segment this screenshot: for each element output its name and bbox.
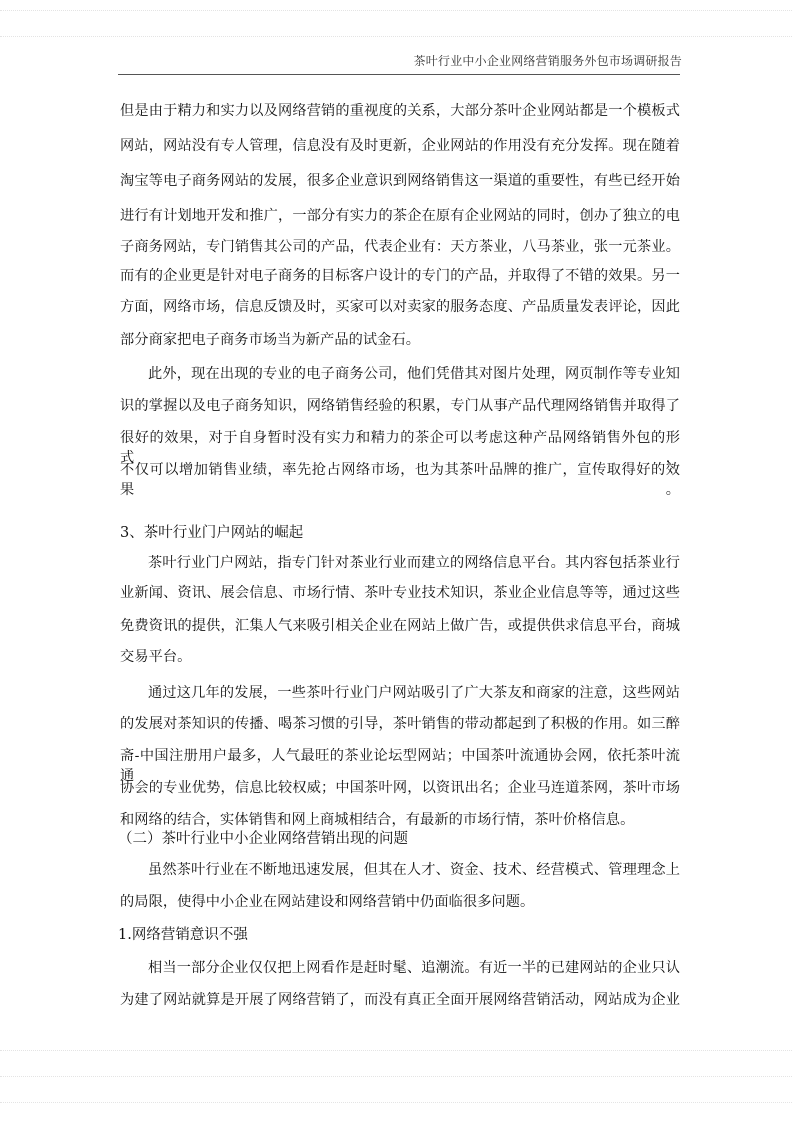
paragraph-line: 相当一部分企业仅仅把上网看作是赶时髦、追潮流。有近一半的已建网站的企业只认: [148, 960, 680, 976]
header-rule: [118, 74, 680, 75]
paragraph-line: 协会的专业优势，信息比较权威；中国茶叶网，以资讯出名；企业马连道茶网，茶叶市场: [120, 780, 680, 796]
paragraph-line: 方面，网络市场，信息反馈及时，买家可以对卖家的服务态度、产品质量发表评论，因此: [120, 299, 680, 315]
paragraph-line: 免费资讯的提供，汇集人气来吸引相关企业在网站上做广告，或提供供求信息平台，商城: [120, 618, 680, 634]
guide-line: [0, 10, 792, 11]
guide-line: [0, 1102, 792, 1103]
subsection-heading: 1.网络营销意识不强: [118, 927, 248, 943]
paragraph-line: 而有的企业更是针对电子商务的目标客户设计的专门的产品，并取得了不错的效果。另一: [120, 268, 680, 284]
paragraph-line: 不仅可以增加销售业绩，率先抢占网络市场，也为其茶叶品牌的推广，宣传取得好的效果。: [120, 462, 680, 498]
paragraph-line: 识的掌握以及电子商务知识，网络销售经验的积累，专门从事产品代理网络销售并取得了: [120, 398, 680, 414]
paragraph-line: 茶叶行业门户网站，指专门针对茶业行业而建立的网络信息平台。其内容包括茶业行: [148, 555, 680, 571]
paragraph-line: 的局限，使得中小企业在网站建设和网络营销中仍面临很多问题。: [120, 894, 535, 910]
guide-line: [0, 36, 792, 37]
paragraph-line: 进行有计划地开发和推广，一部分有实力的茶企在原有企业网站的同时，创办了独立的电: [120, 208, 680, 224]
paragraph-line: 业新闻、资讯、展会信息、市场行情、茶叶专业技术知识，茶业企业信息等等，通过这些: [120, 585, 680, 601]
paragraph-line: 为建了网站就算是开展了网络营销了，而没有真正全面开展网络营销活动，网站成为企业: [120, 992, 680, 1008]
page-header-title: 茶叶行业中小企业网络营销服务外包市场调研报告: [413, 54, 682, 68]
paragraph-line: 虽然茶叶行业在不断地迅速发展，但其在人才、资金、技术、经营模式、管理理念上: [148, 862, 680, 878]
guide-line: [0, 1050, 792, 1051]
section-heading: （二）茶叶行业中小企业网络营销出现的问题: [118, 831, 408, 847]
paragraph-line: 的发展对茶知识的传播、喝茶习惯的引导，茶叶销售的带动都起到了积极的作用。如三醉: [120, 716, 680, 732]
guide-line: [0, 1076, 792, 1077]
paragraph-line: 和网络的结合，实体销售和网上商城相结合，有最新的市场行情，茶叶价格信息。: [120, 812, 635, 828]
paragraph-line: 部分商家把电子商务市场当为新产品的试金石。: [120, 332, 421, 348]
paragraph-line: 通过这几年的发展，一些茶叶行业门户网站吸引了广大茶友和商家的注意，这些网站: [148, 685, 680, 701]
section-heading: 3、茶叶行业门户网站的崛起: [120, 525, 304, 541]
paragraph-line: 很好的效果，对于自身暂时没有实力和精力的茶企可以考虑这种产品网络销售外包的形式，: [120, 430, 680, 466]
paragraph-line: 此外，现在出现的专业的电子商务公司，他们凭借其对图片处理，网页制作等专业知: [148, 366, 680, 382]
paragraph-line: 但是由于精力和实力以及网络营销的重视度的关系，大部分茶叶企业网站都是一个模板式: [120, 103, 680, 119]
paragraph-line: 交易平台。: [120, 649, 192, 665]
paragraph-line: 子商务网站，专门销售其公司的产品，代表企业有：天方茶业，八马茶业，张一元茶业。: [120, 239, 680, 255]
paragraph-line: 斋-中国注册用户最多，人气最旺的茶业论坛型网站；中国茶叶流通协会网，依托茶叶流通: [120, 748, 680, 784]
paragraph-line: 淘宝等电子商务网站的发展，很多企业意识到网络销售这一渠道的重要性，有些已经开始: [120, 173, 680, 189]
paragraph-line: 网站，网站没有专人管理，信息没有及时更新，企业网站的作用没有充分发挥。现在随着: [120, 138, 680, 154]
